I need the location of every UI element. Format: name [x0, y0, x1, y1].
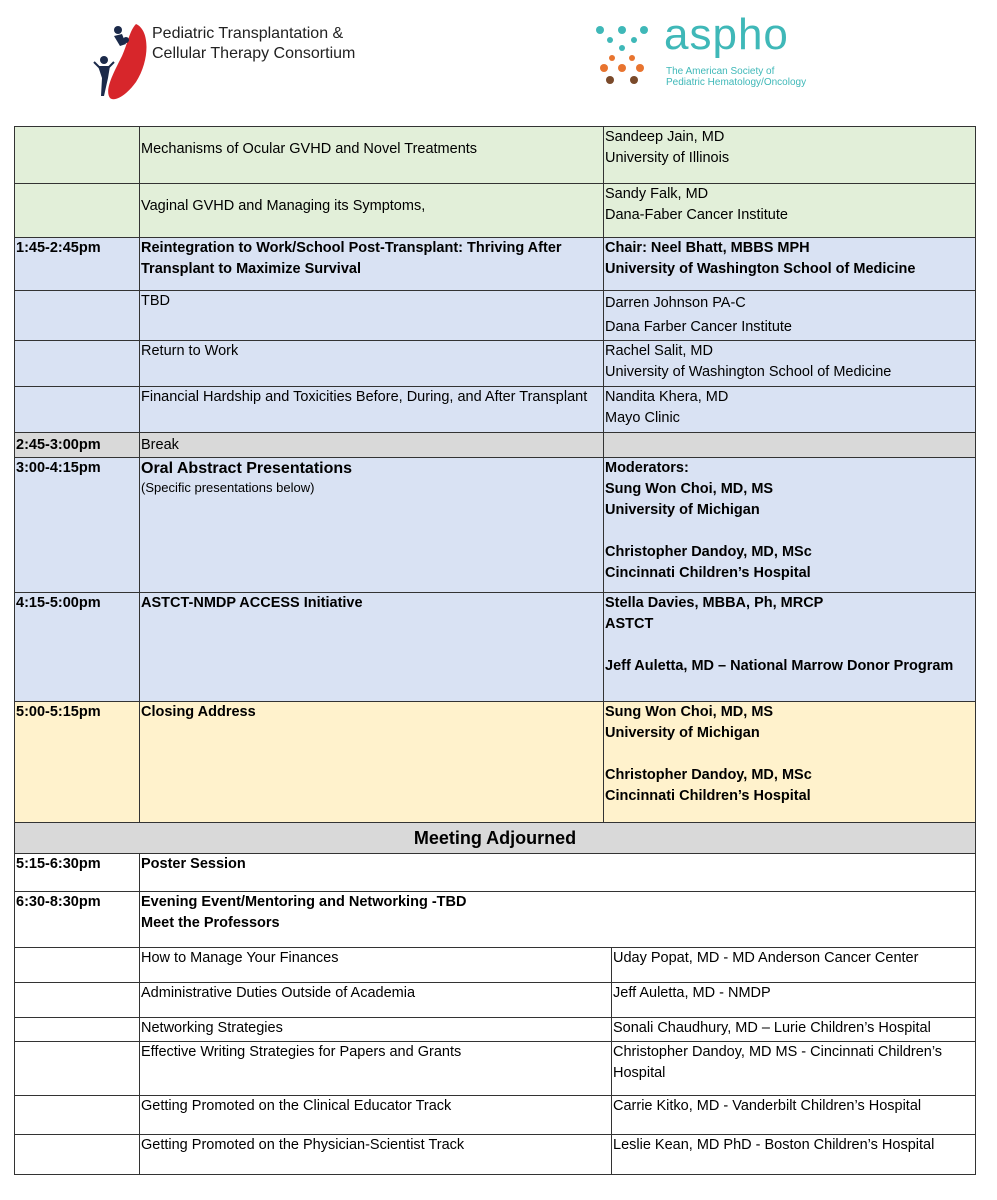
- ptctc-name-line2: Cellular Therapy Consortium: [152, 45, 356, 62]
- time-cell: [15, 1042, 140, 1096]
- session-title: Poster Session: [140, 854, 976, 892]
- session-title: Evening Event/Mentoring and Networking -TBD: [141, 894, 467, 910]
- meeting-adjourned-banner: Meeting Adjourned: [15, 823, 976, 854]
- time-cell: [15, 1135, 140, 1175]
- time-cell: [15, 387, 140, 433]
- professor-row: [15, 1096, 976, 1135]
- topic-cell: Administrative Duties Outside of Academia: [140, 983, 612, 1018]
- aspho-subtitle-line2: Pediatric Hematology/Oncology: [666, 77, 807, 88]
- professor-cell: Carrie Kitko, MD - Vanderbilt Children’s Hospital: [612, 1096, 976, 1135]
- speaker-affiliation: University of Illinois: [605, 150, 730, 166]
- schedule-row: [15, 238, 976, 291]
- speaker-affiliation: Cincinnati Children’s Hospital: [605, 788, 811, 804]
- schedule-row: [15, 593, 976, 702]
- time-cell: [15, 1018, 140, 1042]
- time-cell: 4:15-5:00pm: [15, 593, 140, 702]
- session-note: (Specific presentations below): [141, 480, 315, 495]
- speaker-name: Christopher Dandoy, MD, MSc: [605, 544, 812, 560]
- speaker-cell: [604, 702, 976, 823]
- topic-cell: Effective Writing Strategies for Papers and Grants: [140, 1042, 612, 1096]
- schedule-row: [15, 341, 976, 387]
- speaker-affiliation: Mayo Clinic: [605, 410, 680, 426]
- professor-cell: Sonali Chaudhury, MD – Lurie Children’s Hospital: [612, 1018, 976, 1042]
- speaker-name: Rachel Salit, MD: [605, 343, 713, 359]
- topic-cell: Getting Promoted on the Clinical Educator Track: [140, 1096, 612, 1135]
- time-cell: [15, 291, 140, 341]
- speaker-name: Stella Davies, MBBA, Ph, MRCP: [605, 595, 824, 611]
- professor-row: [15, 983, 976, 1018]
- session-title: Oral Abstract Presentations: [141, 460, 353, 477]
- session-chair: Chair: Neel Bhatt, MBBS MPH: [605, 240, 810, 256]
- speaker-name: Sandeep Jain, MD: [605, 129, 725, 145]
- speaker-affiliation: University of Michigan: [605, 725, 760, 741]
- professor-row: [15, 948, 976, 983]
- ptctc-logo: [92, 16, 362, 102]
- ptctc-name-line1: Pediatric Transplantation &: [152, 25, 344, 42]
- topic-cell: How to Manage Your Finances: [140, 948, 612, 983]
- session-title: Return to Work: [140, 341, 604, 387]
- session-title: Reintegration to Work/School Post-Transplant: Thriving After Transplant to Maximize Survival: [140, 238, 604, 291]
- schedule-row: [15, 854, 976, 892]
- time-cell: 6:30-8:30pm: [15, 892, 140, 949]
- speaker-name: Sung Won Choi, MD, MS: [605, 481, 774, 497]
- speaker-cell: [604, 127, 976, 184]
- schedule-row: [15, 892, 976, 949]
- speaker-affiliation: Dana Farber Cancer Institute: [605, 319, 792, 335]
- time-cell: [15, 1096, 140, 1135]
- session-title: Financial Hardship and Toxicities Before, During, and After Transplant: [140, 387, 604, 433]
- session-title-cell: [140, 892, 976, 949]
- schedule-row: [15, 458, 976, 593]
- speaker-name: Sung Won Choi, MD, MS: [605, 704, 774, 720]
- professor-cell: Uday Popat, MD - MD Anderson Cancer Center: [612, 948, 976, 983]
- professor-cell: Christopher Dandoy, MD MS - Cincinnati Children’s Hospital: [612, 1042, 976, 1096]
- speaker-cell: [604, 291, 976, 341]
- speaker-affiliation: Dana-Faber Cancer Institute: [605, 207, 788, 223]
- schedule-row: [15, 433, 976, 458]
- speaker-cell: [604, 184, 976, 238]
- aspho-dots-icon: [594, 24, 650, 88]
- professor-cell: Leslie Kean, MD PhD - Boston Children’s Hospital: [612, 1135, 976, 1175]
- session-title-cell: [140, 458, 604, 593]
- speaker-cell: [604, 238, 976, 291]
- professors-table: [14, 947, 976, 1175]
- speaker-name: Christopher Dandoy, MD, MSc: [605, 767, 812, 783]
- speaker-name: Darren Johnson PA-C: [605, 295, 746, 311]
- topic-cell: Networking Strategies: [140, 1018, 612, 1042]
- professor-row: [15, 1018, 976, 1042]
- session-title: TBD: [140, 291, 604, 341]
- speaker-name: Jeff Auletta, MD – National Marrow Donor Program: [605, 658, 954, 674]
- time-cell: 5:15-6:30pm: [15, 854, 140, 892]
- speaker-affiliation: University of Washington School of Medicine: [605, 364, 892, 380]
- professor-cell: Jeff Auletta, MD - NMDP: [612, 983, 976, 1018]
- moderators-label: Moderators:: [605, 460, 689, 476]
- session-title: Break: [140, 433, 604, 458]
- ptctc-logo-icon: [92, 16, 152, 102]
- schedule-row: [15, 184, 976, 238]
- speaker-cell: [604, 433, 976, 458]
- session-title: Mechanisms of Ocular GVHD and Novel Treatments: [140, 127, 604, 184]
- session-subtitle: Meet the Professors: [141, 915, 280, 931]
- speaker-cell: [604, 593, 976, 702]
- speaker-affiliation: University of Michigan: [605, 502, 760, 518]
- professor-row: [15, 1135, 976, 1175]
- session-title: Vaginal GVHD and Managing its Symptoms,: [140, 184, 604, 238]
- time-cell: 1:45-2:45pm: [15, 238, 140, 291]
- schedule-table: [14, 126, 976, 949]
- time-cell: [15, 184, 140, 238]
- schedule-row: [15, 291, 976, 341]
- time-cell: [15, 341, 140, 387]
- topic-cell: Getting Promoted on the Physician-Scientist Track: [140, 1135, 612, 1175]
- speaker-cell: [604, 387, 976, 433]
- aspho-wordmark: aspho: [664, 10, 789, 59]
- speaker-cell: [604, 458, 976, 593]
- speaker-affiliation: University of Washington School of Medicine: [605, 261, 916, 277]
- schedule-row: [15, 127, 976, 184]
- speaker-cell: [604, 341, 976, 387]
- aspho-logo: [594, 10, 834, 96]
- professor-row: [15, 1042, 976, 1096]
- time-cell: [15, 983, 140, 1018]
- time-cell: 3:00-4:15pm: [15, 458, 140, 593]
- time-cell: 5:00-5:15pm: [15, 702, 140, 823]
- session-title: Closing Address: [140, 702, 604, 823]
- aspho-subtitle-line1: The American Society of: [666, 66, 775, 77]
- speaker-name: Sandy Falk, MD: [605, 186, 709, 202]
- time-cell: 2:45-3:00pm: [15, 433, 140, 458]
- speaker-affiliation: Cincinnati Children’s Hospital: [605, 565, 811, 581]
- session-title: ASTCT-NMDP ACCESS Initiative: [140, 593, 604, 702]
- time-cell: [15, 127, 140, 184]
- schedule-row: [15, 387, 976, 433]
- speaker-affiliation: ASTCT: [605, 616, 654, 632]
- meeting-adjourned-row: [15, 823, 976, 854]
- speaker-name: Nandita Khera, MD: [605, 389, 729, 405]
- schedule-row: [15, 702, 976, 823]
- time-cell: [15, 948, 140, 983]
